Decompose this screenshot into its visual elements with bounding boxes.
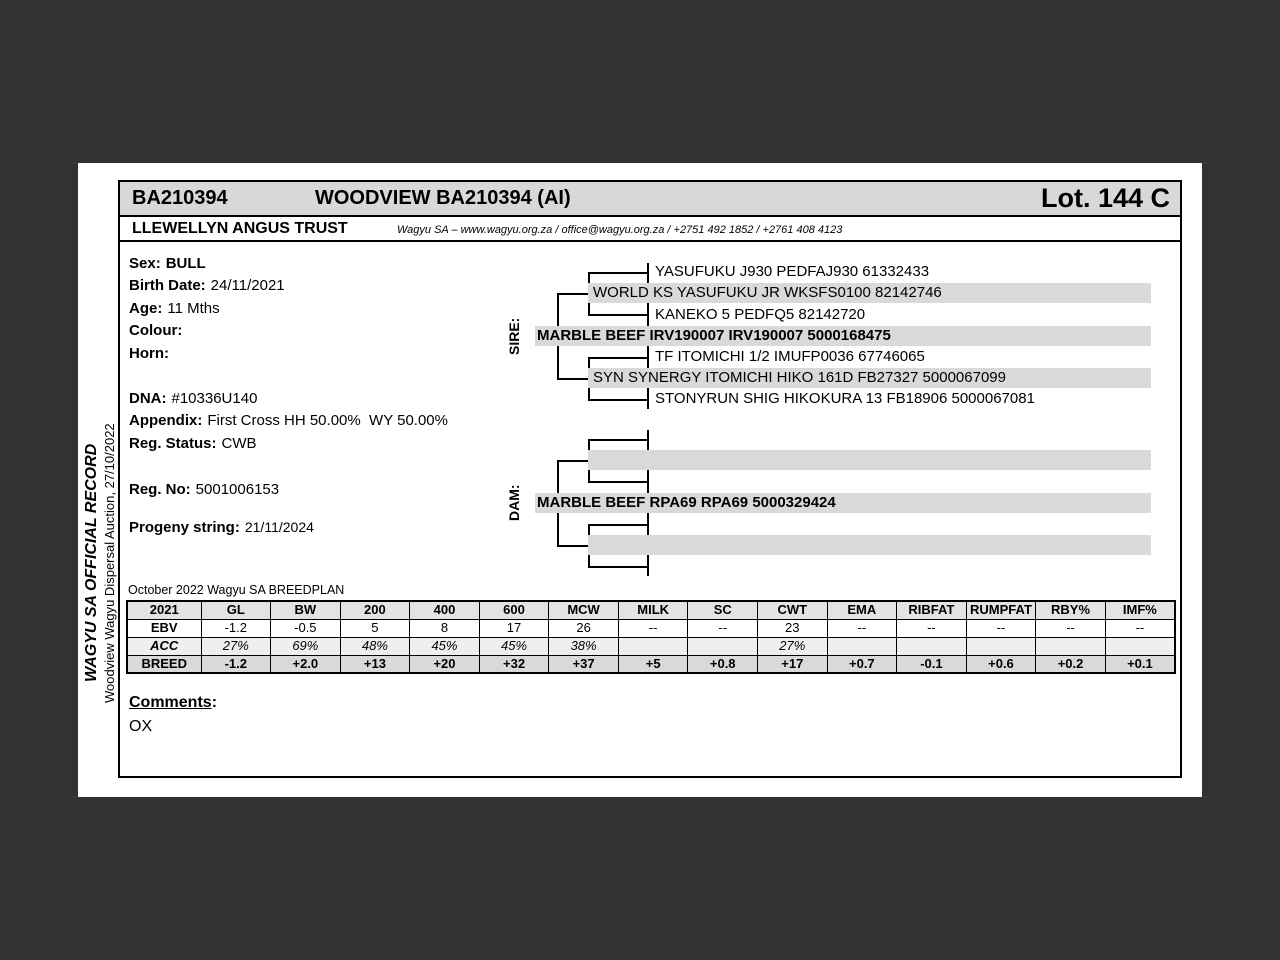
col-bw: BW [271, 601, 341, 619]
sire-tree-connector [557, 293, 588, 295]
dam-tree-connector [557, 545, 588, 547]
sidebar-auction-text: Woodview Wagyu Dispersal Auction, 27/10/2022 [102, 423, 117, 703]
header-bar [120, 182, 1180, 217]
sire-tree-connector [588, 399, 647, 401]
ebv-gl: -1.2 [201, 619, 271, 637]
comments-heading-colon: : [211, 694, 218, 711]
col-200: 200 [340, 601, 410, 619]
detail-sex [129, 254, 206, 274]
ebv-mcw: 26 [549, 619, 619, 637]
breed-200: +13 [340, 655, 410, 673]
breedplan-header-row [127, 601, 1175, 619]
detail-age-value: 11 Mths [167, 300, 220, 317]
sire-grandsire-maternal: TF ITOMICHI 1/2 IMUFP0036 67746065 [655, 348, 925, 365]
sire-tree-connector [588, 272, 647, 274]
breedplan-caption: October 2022 Wagyu SA BREEDPLAN [128, 583, 345, 597]
acc-imf [1105, 637, 1175, 655]
breed-cwt: +17 [758, 655, 828, 673]
sire-tree-connector [588, 314, 647, 316]
col-rumpfat: RUMPFAT [966, 601, 1036, 619]
ebv-600: 17 [479, 619, 549, 637]
acc-400: 45% [410, 637, 480, 655]
comments-value: OX [129, 718, 153, 735]
col-milk: MILK [618, 601, 688, 619]
col-rby: RBY% [1036, 601, 1106, 619]
detail-reg-status-label: Reg. Status: [129, 435, 217, 452]
col-ribfat: RIBFAT [897, 601, 967, 619]
detail-appendix-label: Appendix: [129, 412, 203, 429]
ebv-ribfat: -- [897, 619, 967, 637]
col-600: 600 [479, 601, 549, 619]
breed-bw: +2.0 [271, 655, 341, 673]
catalog-page [78, 163, 1202, 797]
breed-milk: +5 [618, 655, 688, 673]
comments-heading-text: Comments [129, 694, 212, 711]
dam-label: DAM: [506, 484, 522, 522]
col-sc: SC [688, 601, 758, 619]
detail-reg-no-label: Reg. No: [129, 481, 191, 498]
dam-tree-connector [588, 524, 647, 526]
ebv-bw: -0.5 [271, 619, 341, 637]
breedplan-table [126, 600, 1176, 674]
row-label-ebv: EBV [127, 619, 201, 637]
detail-reg-status-value: CWB [221, 435, 257, 452]
detail-dna-label: DNA: [129, 390, 167, 407]
detail-colour [129, 321, 187, 341]
breed-imf: +0.1 [1105, 655, 1175, 673]
breed-rumpfat: +0.6 [966, 655, 1036, 673]
breed-400: +20 [410, 655, 480, 673]
ebv-400: 8 [410, 619, 480, 637]
detail-reg-no-value: 5001006153 [195, 481, 280, 498]
acc-cwt: 27% [758, 637, 828, 655]
sire-granddam-maternal: STONYRUN SHIG HIKOKURA 13 FB18906 5000067081 [655, 390, 1035, 407]
breed-ribfat: -0.1 [897, 655, 967, 673]
acc-sc [688, 637, 758, 655]
col-gl: GL [201, 601, 271, 619]
dam-name: MARBLE BEEF RPA69 RPA69 5000329424 [537, 494, 836, 511]
detail-birth-date [129, 276, 285, 296]
detail-age [129, 299, 220, 319]
dam-tree-connector [588, 566, 647, 568]
detail-birth-date-label: Birth Date: [129, 277, 206, 294]
dam-dam-bar [588, 535, 1151, 555]
breed-mcw: +37 [549, 655, 619, 673]
breed-sc: +0.8 [688, 655, 758, 673]
breedplan-row-ebv [127, 619, 1175, 637]
acc-gl: 27% [201, 637, 271, 655]
detail-reg-status [129, 434, 257, 454]
detail-progeny-string [129, 517, 314, 538]
col-mcw: MCW [549, 601, 619, 619]
detail-horn [129, 344, 174, 364]
sire-granddam-paternal: KANEKO 5 PEDFQ5 82142720 [655, 306, 866, 323]
row-label-breed: BREED [127, 655, 201, 673]
col-400: 400 [410, 601, 480, 619]
owner-name: LLEWELLYN ANGUS TRUST [132, 220, 348, 237]
record-box [118, 180, 1182, 778]
association-contact: Wagyu SA – www.wagyu.org.za / office@wagyu.org.za / +2751 492 1852 / +2761 408 4123 [397, 224, 843, 236]
row-label-acc: ACC [127, 637, 201, 655]
sire-label: SIRE: [506, 317, 522, 355]
sire-tree-connector [588, 357, 647, 359]
breedplan-row-breed [127, 655, 1175, 673]
col-imf: IMF% [1105, 601, 1175, 619]
detail-dna [129, 389, 257, 409]
col-ema: EMA [827, 601, 897, 619]
acc-mcw: 38% [549, 637, 619, 655]
breed-600: +32 [479, 655, 549, 673]
breed-rby: +0.2 [1036, 655, 1106, 673]
breed-ema: +0.7 [827, 655, 897, 673]
detail-birth-date-value: 24/11/2021 [210, 277, 285, 294]
acc-bw: 69% [271, 637, 341, 655]
acc-rumpfat [966, 637, 1036, 655]
dam-tree-connector [557, 460, 588, 462]
acc-rby [1036, 637, 1106, 655]
detail-sex-label: Sex: [129, 255, 161, 272]
dam-tree-connector [588, 439, 647, 441]
breed-gl: -1.2 [201, 655, 271, 673]
breedplan-year: 2021 [127, 601, 201, 619]
ebv-cwt: 23 [758, 619, 828, 637]
owner-row [120, 217, 1180, 242]
col-cwt: CWT [758, 601, 828, 619]
acc-200: 48% [340, 637, 410, 655]
detail-age-label: Age: [129, 300, 163, 317]
comments-heading [129, 694, 217, 712]
sire-dam: SYN SYNERGY ITOMICHI HIKO 161D FB27327 5000067099 [593, 369, 1006, 386]
lot-number: Lot. 144 C [1040, 183, 1170, 213]
acc-ema [827, 637, 897, 655]
detail-appendix [129, 411, 448, 431]
sire-sire: WORLD KS YASUFUKU JR WKSFS0100 82142746 [593, 284, 942, 301]
acc-ribfat [897, 637, 967, 655]
detail-sex-value: BULL [165, 255, 206, 272]
breedplan-row-acc [127, 637, 1175, 655]
animal-title: WOODVIEW BA210394 (AI) [315, 187, 571, 209]
acc-milk [618, 637, 688, 655]
detail-appendix-value: First Cross HH 50.00% WY 50.00% [207, 412, 448, 429]
ebv-rby: -- [1036, 619, 1106, 637]
sire-tree-connector [557, 378, 588, 380]
detail-reg-no [129, 480, 279, 500]
dam-tree-connector [588, 481, 647, 483]
dam-sire-bar [588, 450, 1151, 470]
ebv-milk: -- [618, 619, 688, 637]
ebv-imf: -- [1105, 619, 1175, 637]
detail-progeny-string-label: Progeny string: [129, 519, 240, 536]
sire-name: MARBLE BEEF IRV190007 IRV190007 5000168475 [537, 327, 891, 344]
sidebar-official-record-text: WAGYU SA OFFICIAL RECORD [83, 443, 100, 683]
detail-horn-label: Horn: [129, 345, 169, 362]
ebv-sc: -- [688, 619, 758, 637]
ebv-200: 5 [340, 619, 410, 637]
sire-grandsire-paternal: YASUFUKU J930 PEDFAJ930 61332433 [655, 263, 930, 280]
detail-progeny-string-value: 21/11/2024 [244, 519, 314, 535]
ebv-rumpfat: -- [966, 619, 1036, 637]
ebv-ema: -- [827, 619, 897, 637]
animal-code: BA210394 [132, 187, 228, 209]
acc-600: 45% [479, 637, 549, 655]
detail-dna-value: #10336U140 [171, 390, 258, 407]
detail-colour-label: Colour: [129, 322, 183, 339]
